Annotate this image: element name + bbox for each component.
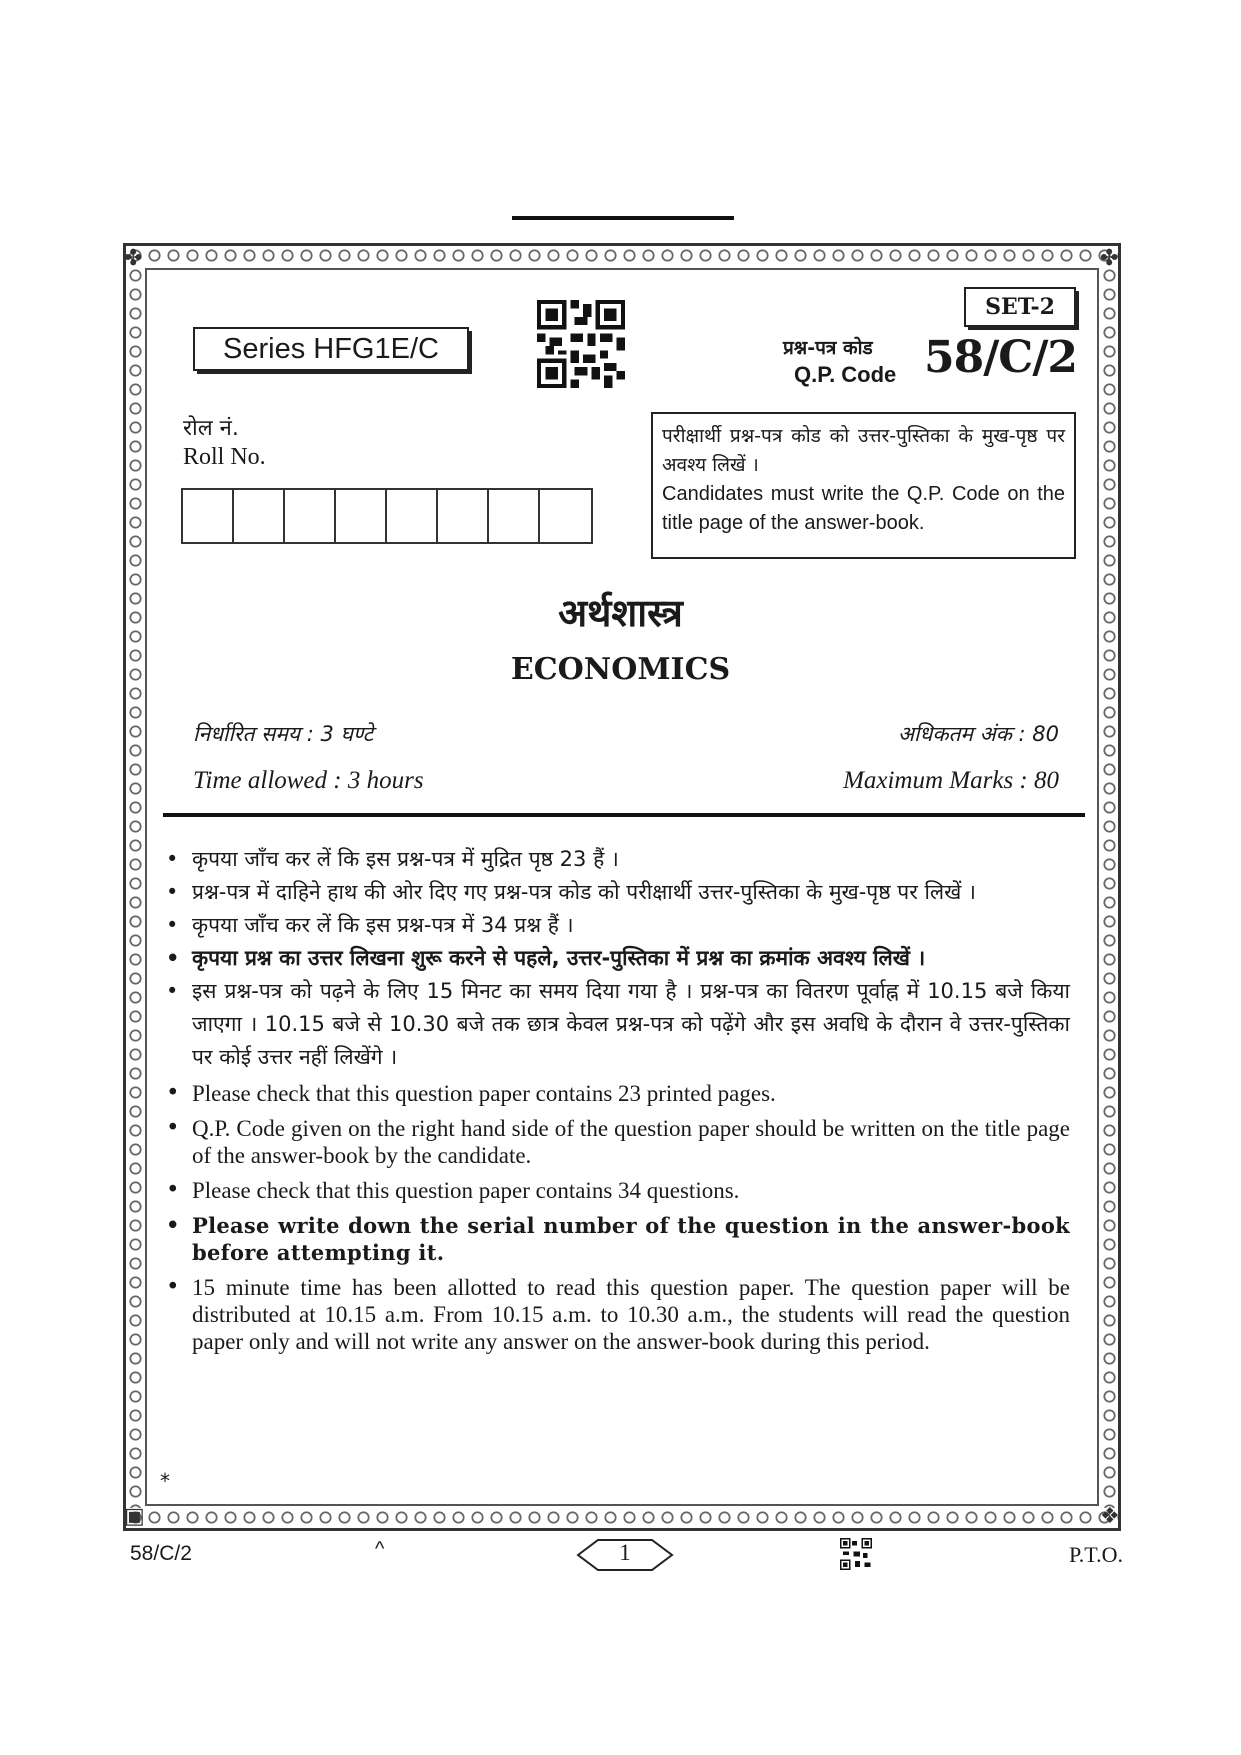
corner-ornament-icon: ❖ (1100, 1504, 1120, 1529)
roll-digit-box[interactable] (234, 490, 285, 542)
roll-digit-box[interactable] (336, 490, 387, 542)
roll-number-boxes[interactable] (181, 488, 593, 544)
roll-label: Roll No. (183, 444, 266, 470)
instruction-item: • 15 minute time has been allotted to read this question paper. The question paper will be distributed at 10.15 a.m. From 10.15 a.m. to 10.30 a.m., the students will read the question paper only and will not write any answer on the answer-book during this period. (164, 1274, 1070, 1355)
notice-english: Candidates must write the Q.P. Code on the title page of the answer-book. (662, 483, 1065, 534)
border-pattern-bottom (124, 1504, 1120, 1529)
instruction-item: • कृपया प्रश्न का उत्तर लिखना शुरू करने से पहले, उत्तर-पुस्तिका में प्रश्न का क्रमांक अवश्य लिखें । (164, 942, 1070, 975)
corner-ornament-icon: ✤ (124, 246, 143, 271)
roll-label-hindi: रोल नं. (183, 416, 239, 441)
instruction-item: • प्रश्न-पत्र में दाहिने हाथ की ओर दिए गए प्रश्न-पत्र कोड को परीक्षार्थी उत्तर-पुस्तिका के मुख-पृष्ठ पर लिखें । (164, 876, 1070, 909)
instructions-list (164, 843, 1070, 1363)
qp-code: 58/C/2 (924, 332, 1078, 383)
border-pattern-left (126, 266, 144, 1508)
instruction-item: • Please write down the serial number of the question in the answer-book before attempting it. (164, 1212, 1070, 1266)
section-divider (163, 813, 1085, 817)
footer-caret: ^ (375, 1538, 385, 1560)
max-marks: Maximum Marks : 80 (843, 767, 1059, 794)
set-badge: SET-2 (964, 287, 1076, 327)
roll-digit-box[interactable] (183, 490, 234, 542)
time-allowed-hindi: निर्धारित समय : 3 घण्टे (193, 722, 374, 746)
instruction-item: • इस प्रश्न-पत्र को पढ़ने के लिए 15 मिनट का समय दिया गया है । प्रश्न-पत्र का वितरण पूर्वाह्न में 10.15 बजे किया जाएगा । 10.15 बजे से 10.30 बजे तक छात्र केवल प्रश्न-पत्र को पढ़ेंगे और इस अवधि के दौरान वे उत्तर-पुस्तिका पर कोई उत्तर नहीं लिखेंगे । (164, 975, 1070, 1074)
qp-code-notice (651, 412, 1076, 559)
roll-digit-box[interactable] (489, 490, 540, 542)
time-allowed: Time allowed : 3 hours (193, 767, 424, 794)
roll-digit-box[interactable] (438, 490, 489, 542)
max-marks-hindi: अधिकतम अंक : 80 (897, 722, 1059, 746)
roll-digit-box[interactable] (540, 490, 591, 542)
instruction-item: • Please check that this question paper contains 34 questions. (164, 1177, 1070, 1204)
please-turn-over: P.T.O. (1069, 1542, 1123, 1567)
border-pattern-right (1100, 266, 1118, 1508)
notice-hindi: परीक्षार्थी प्रश्न-पत्र कोड को उत्तर-पुस्तिका के मुख-पृष्ठ पर अवश्य लिखें । (662, 425, 1065, 476)
qr-code-icon (537, 300, 625, 388)
corner-ornament-icon: ✤ (1100, 246, 1119, 271)
subject-title: ECONOMICS (510, 652, 731, 687)
corner-ornament-icon: ▣ (124, 1504, 145, 1529)
instruction-item: • कृपया जाँच कर लें कि इस प्रश्न-पत्र में 34 प्रश्न हैं । (164, 909, 1070, 942)
qp-code-label-hindi: प्रश्न-पत्र कोड (783, 337, 873, 359)
footer-qp-code: 58/C/2 (130, 1542, 192, 1565)
roll-digit-box[interactable] (387, 490, 438, 542)
roll-digit-box[interactable] (285, 490, 336, 542)
qp-code-label: Q.P. Code (794, 362, 897, 387)
instruction-item: • Q.P. Code given on the right hand side of the question paper should be written on the title page of the answer-book by the candidate. (164, 1115, 1070, 1169)
asterisk-mark: * (160, 1469, 170, 1493)
top-rule (512, 216, 734, 220)
instruction-item: • Please check that this question paper contains 23 printed pages. (164, 1080, 1070, 1107)
series-box: Series HFG1E/C (193, 327, 469, 371)
subject-title-hindi: अर्थशास्त्र (558, 591, 683, 635)
instruction-item: • कृपया जाँच कर लें कि इस प्रश्न-पत्र में मुद्रित पृष्ठ 23 हैं । (164, 843, 1070, 876)
qr-code-icon (840, 1538, 872, 1570)
border-pattern-top (126, 246, 1118, 266)
page-number: 1 (619, 1540, 631, 1565)
